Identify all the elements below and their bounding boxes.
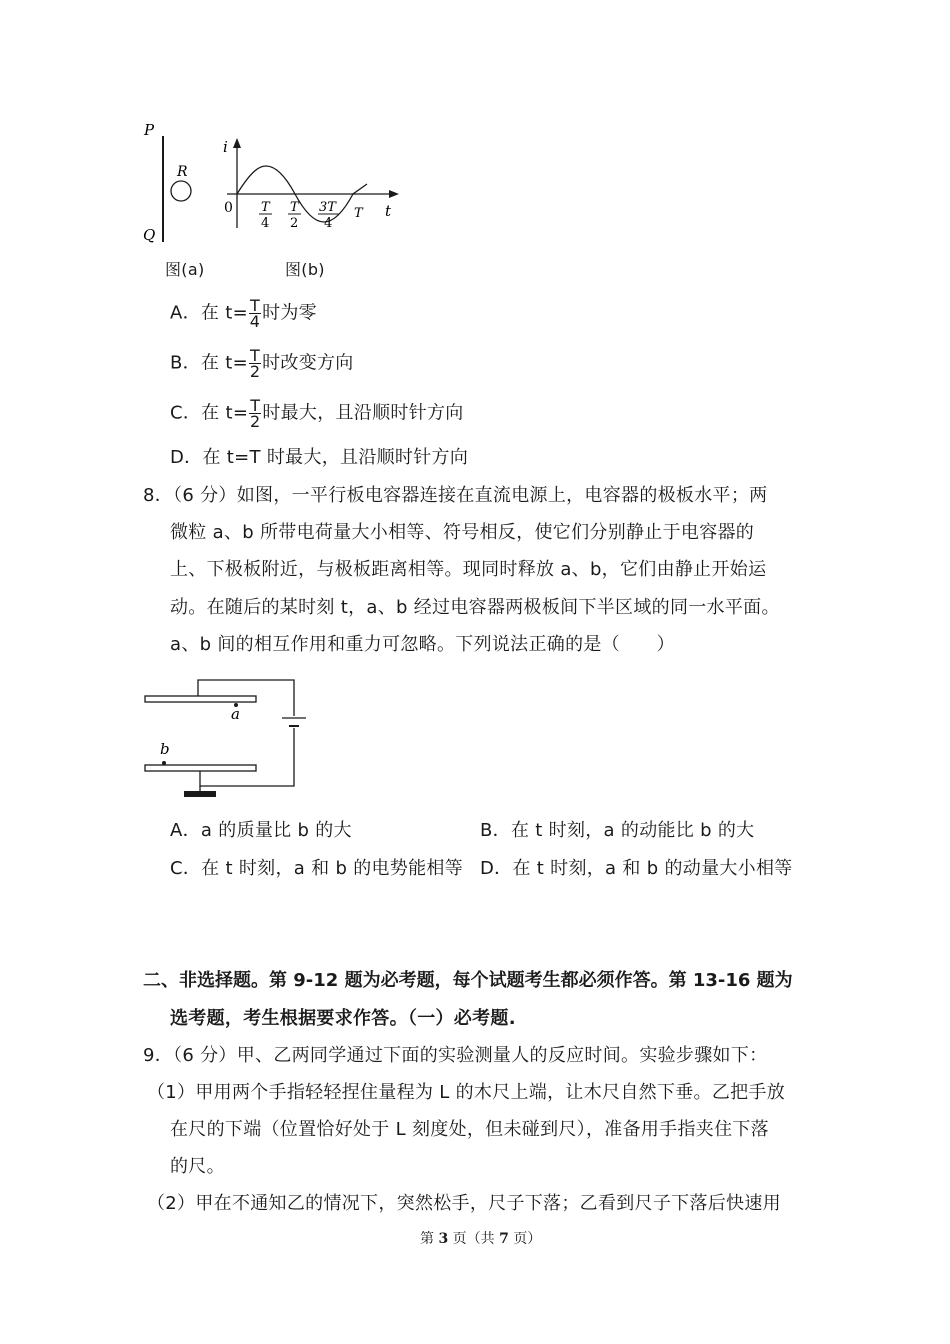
tick-t4-num: T xyxy=(261,200,270,215)
tick-3t4-num: 3T xyxy=(319,200,336,215)
tick-t2-den: 2 xyxy=(290,216,299,231)
page-footer xyxy=(420,1228,541,1248)
fraction-t-over-2 xyxy=(249,348,261,379)
fraction-t-over-2 xyxy=(249,398,261,429)
origin-label: 0 xyxy=(224,200,233,216)
lower-plate xyxy=(145,765,256,771)
fraction-t-over-4 xyxy=(249,298,261,329)
label-q: Q xyxy=(143,226,156,244)
q9-step2-line-1: （2）甲在不通知乙的情况下，突然松手，尺子下落；乙看到尺子下落后快速用 xyxy=(147,1193,781,1214)
frac-den: 2 xyxy=(249,362,261,381)
q9-stem-line-1: 9．（6 分）甲、乙两同学通过下面的实验测量人的反应时间。实验步骤如下： xyxy=(143,1045,768,1066)
figure-capacitor-circuit xyxy=(140,672,330,802)
label-r: R xyxy=(177,164,188,180)
axis-i-label: i xyxy=(223,138,228,156)
q9-step1-line-3: 的尺。 xyxy=(170,1156,225,1177)
footer-mid: 页（共 xyxy=(452,1231,495,1247)
q8-stem-line-4: 动。在随后的某时刻 t，a、b 经过电容器两极板间下半区域的同一水平面。 xyxy=(170,597,780,618)
frac-num: T xyxy=(250,396,261,415)
q7-option-a-suffix: 时为零 xyxy=(262,302,317,324)
q8-option-c: C．在 t 时刻，a 和 b 的电势能相等 xyxy=(170,858,463,879)
q7-option-c xyxy=(170,398,464,429)
q9-step1-line-2: 在尺的下端（位置恰好处于 L 刻度处，但未碰到尺），准备用手指夹住下落 xyxy=(170,1119,769,1140)
q7-option-a-prefix: A．在 t= xyxy=(170,302,248,324)
tick-3t4-den: 4 xyxy=(324,216,333,231)
caption-figure-b: 图(b) xyxy=(285,260,325,279)
q8-stem-line-5: a、b 间的相互作用和重力可忽略。下列说法正确的是（ ） xyxy=(170,634,675,655)
frac-den: 2 xyxy=(250,412,261,431)
q7-option-c-prefix: C．在 t= xyxy=(170,402,249,424)
label-particle-a: a xyxy=(231,705,240,723)
axis-t-arrow xyxy=(389,190,399,198)
q8-option-b: B．在 t 时刻，a 的动能比 b 的大 xyxy=(480,820,755,841)
ground-symbol xyxy=(184,791,216,797)
q8-option-a: A．a 的质量比 b 的大 xyxy=(170,820,352,841)
q7-option-d: D．在 t=T 时最大，且沿顺时针方向 xyxy=(170,447,469,468)
label-p: P xyxy=(144,121,155,139)
particle-b xyxy=(162,761,166,765)
tick-t4-den: 4 xyxy=(261,216,270,231)
wire-bottom xyxy=(200,728,294,786)
frac-num: T xyxy=(249,296,261,315)
q8-stem-line-2: 微粒 a、b 所带电荷量大小相等、符号相反，使它们分别静止于电容器的 xyxy=(170,522,755,543)
tick-t2-num: T xyxy=(290,200,299,215)
q7-option-b-suffix: 时改变方向 xyxy=(262,352,354,374)
q7-option-b-prefix: B．在 t= xyxy=(170,352,249,374)
ring-r xyxy=(171,181,191,201)
footer-total-pages: 7 xyxy=(499,1231,509,1247)
q7-option-a xyxy=(170,298,317,329)
q8-option-d: D．在 t 时刻，a 和 b 的动量大小相等 xyxy=(480,858,793,879)
q8-stem-line-3: 上、下极板附近，与极板距离相等。现同时释放 a、b，它们由静止开始运 xyxy=(170,559,767,580)
caption-figure-a: 图(a) xyxy=(165,260,205,279)
footer-page-number: 3 xyxy=(438,1231,449,1247)
q7-option-b xyxy=(170,348,354,379)
axis-i-arrow xyxy=(233,138,241,148)
frac-den: 4 xyxy=(249,312,261,331)
footer-post: 页） xyxy=(513,1231,542,1247)
q8-stem-line-1: 8．（6 分）如图，一平行板电容器连接在直流电源上，电容器的极板水平；两 xyxy=(143,485,768,506)
section2-heading-line-1: 二、非选择题。第 9-12 题为必考题，每个试题考生都必须作答。第 13-16 题为 xyxy=(143,970,793,991)
label-particle-b: b xyxy=(160,740,170,758)
axis-t-label: t xyxy=(385,202,392,220)
frac-num: T xyxy=(250,346,261,365)
tick-t: T xyxy=(354,206,363,221)
upper-plate xyxy=(145,696,256,702)
q9-step1-line-1: （1）甲用两个手指轻轻捏住量程为 L 的木尺上端，让木尺自然下垂。乙把手放 xyxy=(147,1082,786,1103)
q7-option-c-suffix: 时最大，且沿顺时针方向 xyxy=(262,402,464,424)
footer-pre: 第 xyxy=(420,1231,434,1247)
section2-heading-line-2: 选考题，考生根据要求作答。（一）必考题. xyxy=(170,1008,516,1029)
